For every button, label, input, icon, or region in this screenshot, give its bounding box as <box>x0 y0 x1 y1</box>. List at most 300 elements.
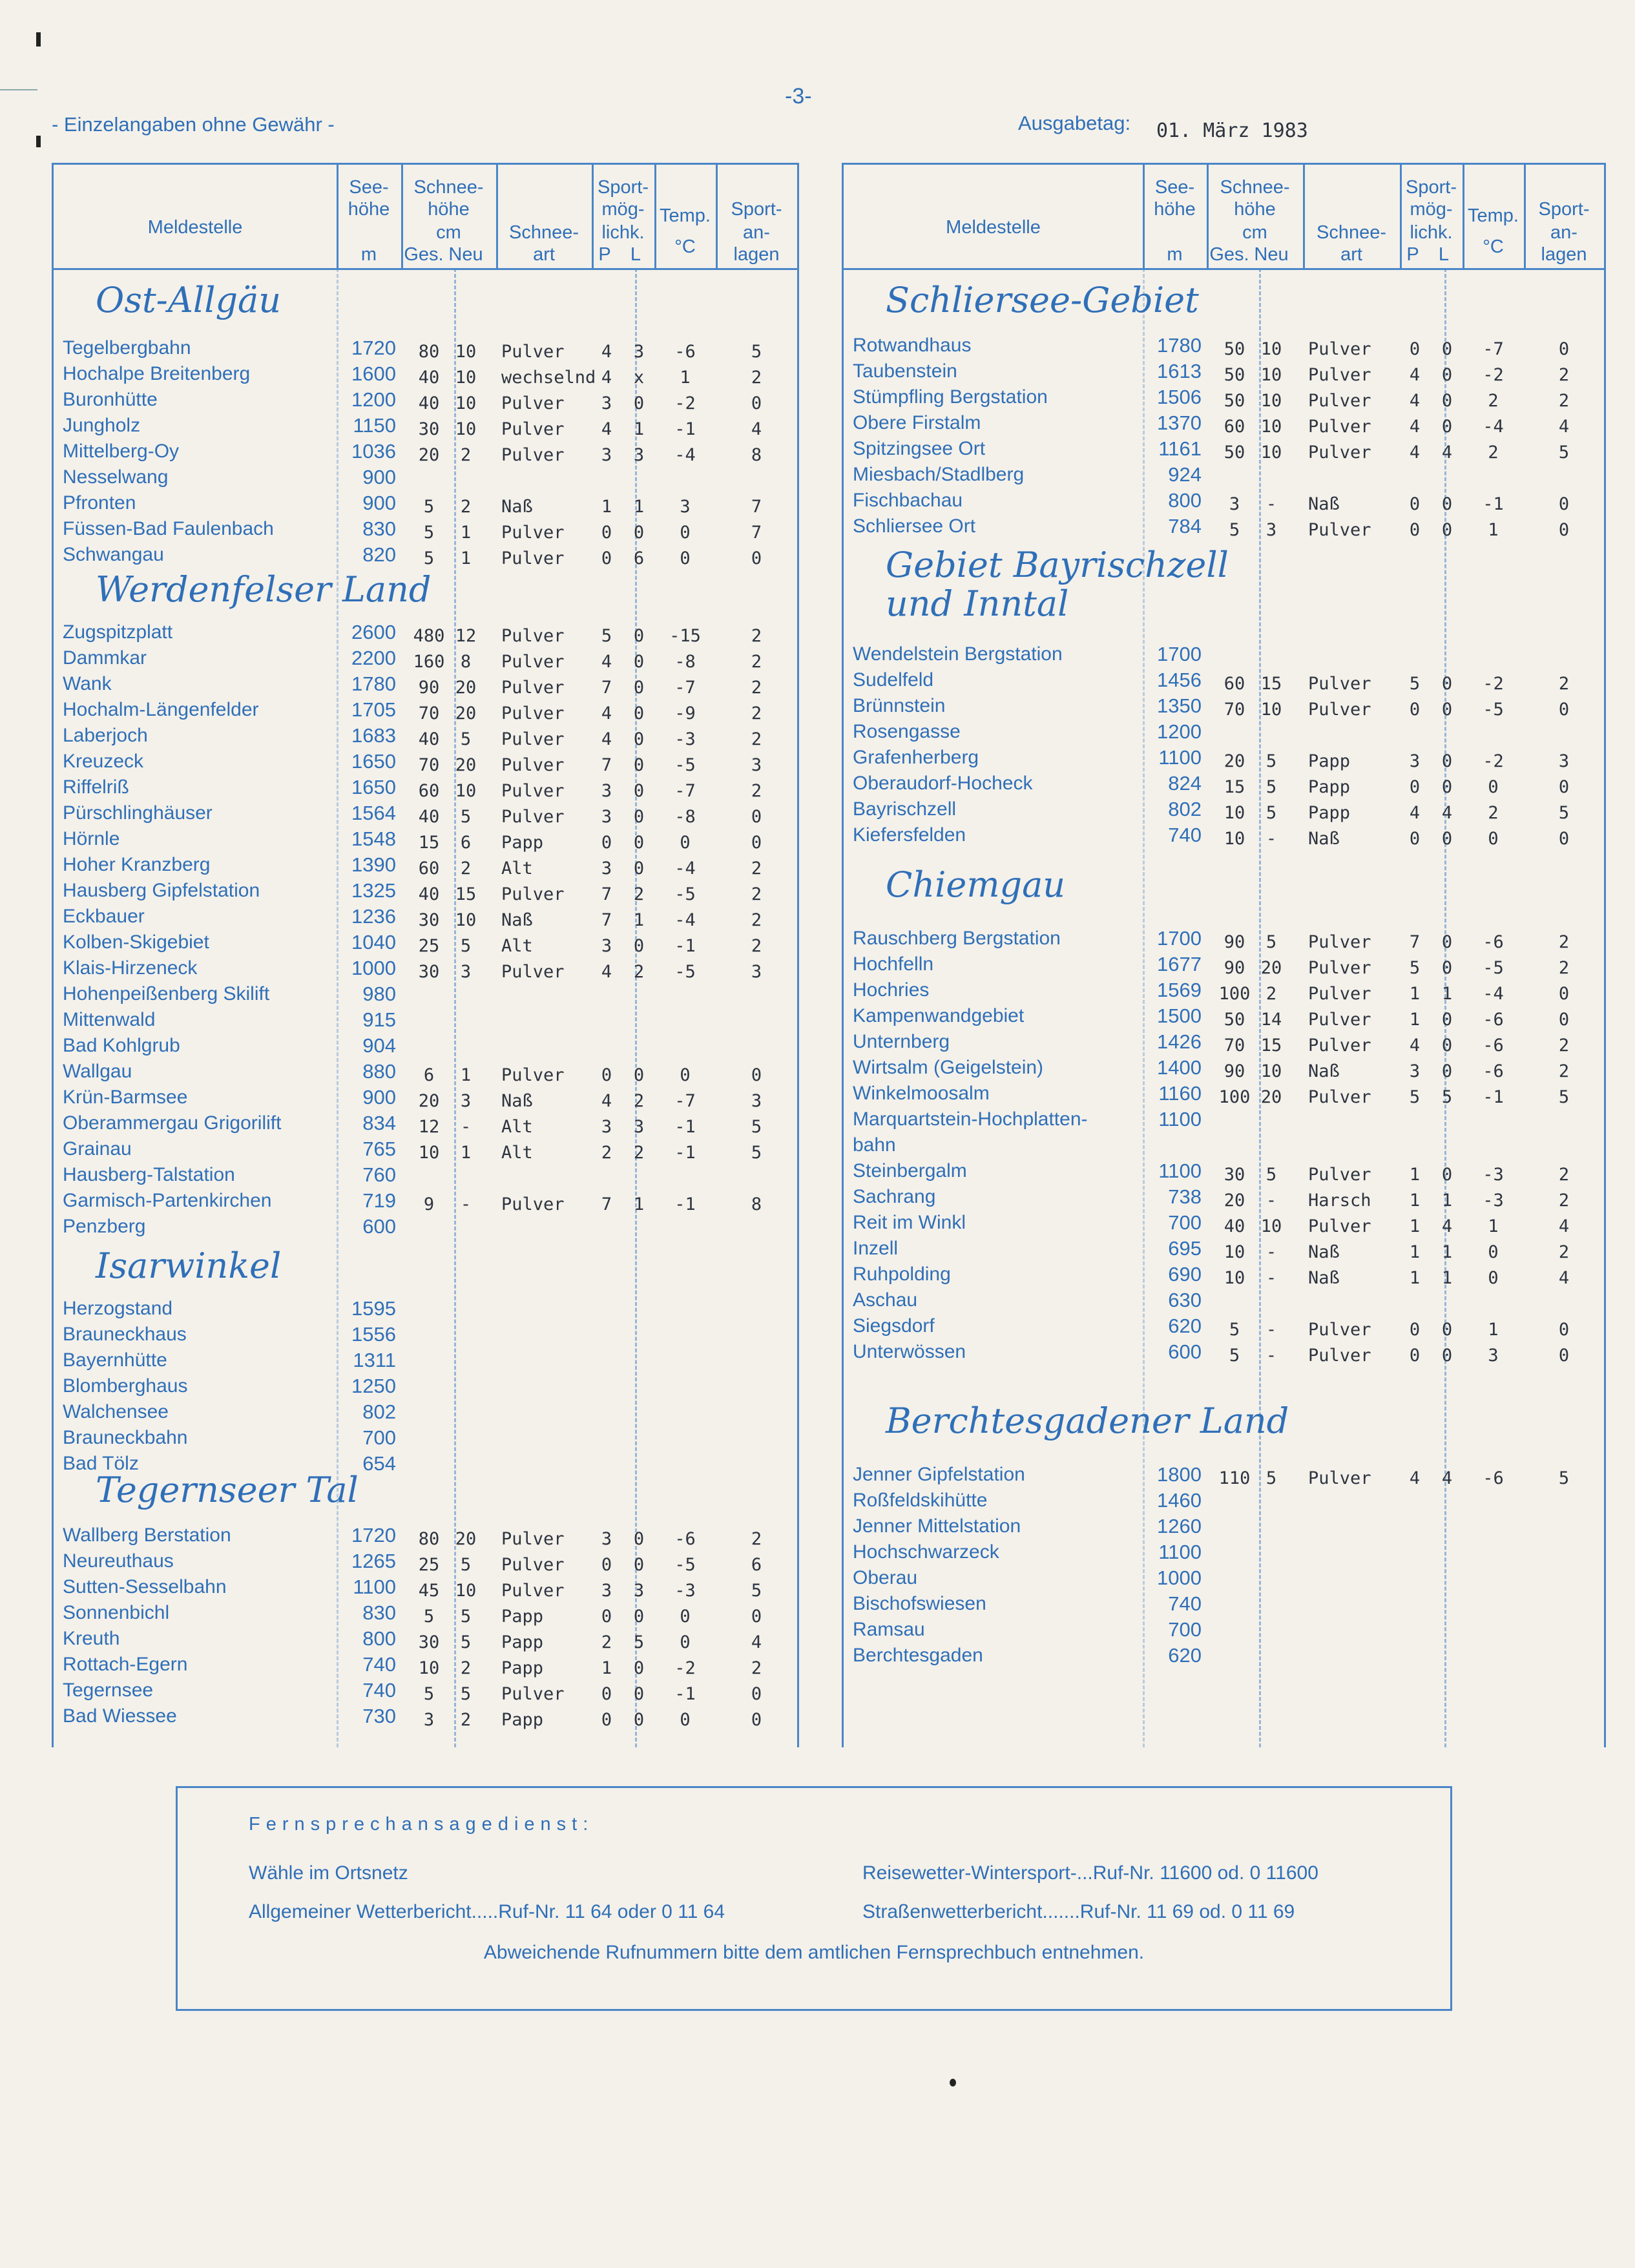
sport-facilities-value: 0 <box>1558 984 1570 1004</box>
elevation-value: 700 <box>1168 1618 1202 1641</box>
station-name: Hochalpe Breitenberg <box>63 363 251 384</box>
station-name: Sachrang <box>853 1186 936 1207</box>
station-name: Walchensee <box>63 1401 169 1422</box>
temperature-value: -5 <box>1483 958 1504 978</box>
temperature-value: -8 <box>674 652 696 672</box>
sport-l-value: 2 <box>633 884 645 904</box>
elevation-value: 904 <box>362 1034 396 1057</box>
station-name: Spitzingsee Ort <box>853 438 986 459</box>
elevation-value: 802 <box>362 1400 396 1423</box>
snow-new-value: 14 <box>1260 1010 1282 1030</box>
snow-new-value: 10 <box>1260 365 1282 385</box>
temperature-value: -1 <box>1483 1087 1504 1107</box>
station-name: Riffelriß <box>63 776 129 798</box>
elevation-value: 830 <box>362 517 396 540</box>
snow-total-value: 20 <box>1224 751 1245 771</box>
sport-l-value: 0 <box>633 626 645 646</box>
snow-total-value: 10 <box>1224 829 1245 849</box>
elevation-value: 654 <box>362 1452 396 1475</box>
sport-p-value: 3 <box>601 1529 612 1549</box>
snow-type-value: Pulver <box>1308 1087 1371 1107</box>
sport-p-value: 1 <box>1409 1242 1421 1262</box>
elevation-value: 695 <box>1168 1237 1202 1260</box>
station-name: Rauschberg Bergstation <box>853 928 1061 949</box>
sport-l-value: 0 <box>633 523 645 543</box>
elevation-value: 1650 <box>351 776 396 798</box>
sport-facilities-value: 0 <box>1558 520 1570 540</box>
snow-new-value: 10 <box>455 419 477 439</box>
sport-l-value: 0 <box>633 393 645 413</box>
sport-l-value: 0 <box>1441 520 1453 540</box>
station-name: Neureuthaus <box>63 1550 174 1572</box>
elevation-value: 700 <box>1168 1211 1202 1234</box>
sport-l-value: 0 <box>1441 751 1453 771</box>
margin-line <box>0 89 37 90</box>
column-rule <box>454 268 456 1747</box>
sport-p-value: 3 <box>601 445 612 465</box>
station-name: Blomberghaus <box>63 1375 188 1397</box>
sport-facilities-value: 2 <box>751 729 762 749</box>
snow-type-value: Alt <box>501 936 533 956</box>
snow-new-value: 20 <box>455 1529 477 1549</box>
station-name: Inzell <box>853 1238 899 1259</box>
column-header: an- <box>743 222 770 243</box>
snow-total-value: 3 <box>423 1710 435 1730</box>
sport-facilities-value: 2 <box>1558 1061 1570 1081</box>
phone-winter-sports: Reisewetter-Wintersport-...Ruf-Nr. 11600 od. 0 11600 <box>862 1862 1318 1884</box>
snow-new-value: 5 <box>1265 751 1277 771</box>
station-name: Klais-Hirzeneck <box>63 957 198 979</box>
station-name: Taubenstein <box>853 360 957 382</box>
sport-l-value: 0 <box>633 1658 645 1678</box>
column-header: art <box>533 244 555 265</box>
temperature-value: -1 <box>674 1143 696 1163</box>
left-report-table <box>52 163 799 1747</box>
snow-total-value: 20 <box>418 1091 440 1111</box>
station-name: bahn <box>853 1134 896 1156</box>
snow-type-value: Pulver <box>501 1684 565 1704</box>
column-header: °C <box>674 236 696 257</box>
sport-l-value: 1 <box>633 497 645 517</box>
snow-new-value: 3 <box>460 962 472 982</box>
snow-type-value: Pulver <box>501 962 565 982</box>
region-title: Gebiet Bayrischzell und Inntal <box>886 545 1229 624</box>
snow-total-value: 15 <box>418 833 440 853</box>
temperature-value: -1 <box>674 419 696 439</box>
station-name: Stümpfling Bergstation <box>853 386 1048 408</box>
snow-new-value: 3 <box>1265 520 1277 540</box>
sport-l-value: 0 <box>1441 365 1453 385</box>
snow-total-value: 20 <box>1224 1191 1245 1211</box>
temperature-value: -6 <box>1483 1468 1504 1488</box>
station-name: Aschau <box>853 1289 918 1311</box>
snow-type-value: Papp <box>501 1632 544 1652</box>
column-header: an- <box>1550 222 1578 243</box>
sport-facilities-value: 2 <box>1558 932 1570 952</box>
snow-new-value: - <box>460 1194 472 1214</box>
sport-p-value: 4 <box>601 368 612 388</box>
sport-p-value: 0 <box>601 1684 612 1704</box>
station-name: Hochalm-Längenfelder <box>63 699 259 720</box>
station-name: Ruhpolding <box>853 1264 951 1285</box>
elevation-value: 2600 <box>351 621 396 643</box>
station-name: Garmisch-Partenkirchen <box>63 1190 272 1211</box>
sport-l-value: 1 <box>633 910 645 930</box>
temperature-value: 0 <box>680 523 691 543</box>
snow-type-value: Pulver <box>1308 442 1371 463</box>
column-header: Meldestelle <box>147 217 243 238</box>
column-header: Sport- <box>1538 199 1590 220</box>
snow-total-value: 5 <box>423 1607 435 1627</box>
snow-new-value: 1 <box>460 1143 472 1163</box>
sport-l-value: 0 <box>633 807 645 827</box>
temperature-value: -7 <box>1483 339 1504 359</box>
snow-new-value: - <box>1265 1320 1277 1340</box>
sport-l-value: 0 <box>1441 932 1453 952</box>
sport-facilities-value: 4 <box>751 419 762 439</box>
snow-type-value: Alt <box>501 858 533 879</box>
snow-total-value: 45 <box>418 1581 440 1601</box>
station-name: Laberjoch <box>63 725 148 746</box>
sport-facilities-value: 5 <box>751 1117 762 1137</box>
snow-total-value: 5 <box>1229 520 1240 540</box>
temperature-value: -2 <box>674 1658 696 1678</box>
sport-l-value: 4 <box>1441 803 1453 823</box>
sport-p-value: 5 <box>601 626 612 646</box>
sport-p-value: 0 <box>1409 1320 1421 1340</box>
column-rule <box>635 268 637 1747</box>
elevation-value: 1500 <box>1157 1004 1202 1027</box>
temperature-value: -3 <box>674 1581 696 1601</box>
snow-type-value: Naß <box>501 910 533 930</box>
temperature-value: -6 <box>1483 1010 1504 1030</box>
snow-type-value: Pulver <box>501 1529 565 1549</box>
station-name: Jungholz <box>63 415 141 436</box>
column-rule <box>1259 268 1261 1747</box>
temperature-value: 2 <box>1488 442 1499 463</box>
snow-new-value: - <box>1265 1346 1277 1366</box>
sport-l-value: 1 <box>1441 1191 1453 1211</box>
temperature-value: 0 <box>680 833 691 853</box>
station-name: Krün-Barmsee <box>63 1087 188 1108</box>
elevation-value: 738 <box>1168 1185 1202 1208</box>
station-name: Nesselwang <box>63 466 169 488</box>
snow-total-value: 10 <box>418 1143 440 1163</box>
station-name: Jenner Gipfelstation <box>853 1464 1025 1485</box>
snow-new-value: 2 <box>460 858 472 879</box>
snow-total-value: 40 <box>1224 1216 1245 1236</box>
sport-facilities-value: 0 <box>751 1684 762 1704</box>
column-rule <box>1444 268 1446 1747</box>
sport-facilities-value: 3 <box>1558 751 1570 771</box>
sport-l-value: 0 <box>1441 1010 1453 1030</box>
elevation-value: 1780 <box>1157 334 1202 357</box>
snow-type-value: Pulver <box>1308 1010 1371 1030</box>
station-name: Sutten-Sesselbahn <box>63 1576 227 1597</box>
snow-new-value: 10 <box>1260 700 1282 720</box>
ink-dot <box>950 2079 956 2086</box>
temperature-value: 0 <box>680 1710 691 1730</box>
region-title: Chiemgau <box>886 864 1066 905</box>
sport-p-value: 1 <box>1409 1268 1421 1288</box>
sport-l-value: 0 <box>1441 958 1453 978</box>
snow-new-value: 1 <box>460 548 472 568</box>
sport-l-value: x <box>633 368 645 388</box>
snow-new-value: - <box>1265 494 1277 514</box>
sport-facilities-value: 5 <box>751 342 762 362</box>
snow-total-value: 50 <box>1224 391 1245 411</box>
elevation-value: 1160 <box>1158 1082 1202 1105</box>
sport-l-value: 0 <box>633 729 645 749</box>
elevation-value: 1000 <box>1157 1566 1202 1589</box>
snow-type-value: Pulver <box>501 884 565 904</box>
station-name: Reit im Winkl <box>853 1212 966 1233</box>
sport-p-value: 2 <box>601 1632 612 1652</box>
station-name: Kreuth <box>63 1628 120 1649</box>
snow-total-value: 9 <box>423 1194 435 1214</box>
sport-facilities-value: 6 <box>751 1555 762 1575</box>
temperature-value: 1 <box>1488 520 1499 540</box>
elevation-value: 1720 <box>351 337 396 359</box>
sport-p-value: 1 <box>1409 984 1421 1004</box>
snow-type-value: Naß <box>1308 1061 1340 1081</box>
elevation-value: 1236 <box>351 905 396 928</box>
margin-mark <box>36 136 41 147</box>
sport-facilities-value: 8 <box>751 1194 762 1214</box>
snow-new-value: 20 <box>455 755 477 775</box>
elevation-value: 802 <box>1168 798 1202 820</box>
snow-total-value: 10 <box>1224 1268 1245 1288</box>
column-header: L <box>1438 244 1450 265</box>
sport-l-value: 0 <box>633 1710 645 1730</box>
elevation-value: 690 <box>1168 1263 1202 1285</box>
sport-facilities-value: 7 <box>751 523 762 543</box>
column-header: lagen <box>733 244 780 265</box>
sport-l-value: 1 <box>1441 1268 1453 1288</box>
snow-total-value: 25 <box>418 1555 440 1575</box>
snow-new-value: - <box>1265 829 1277 849</box>
snow-total-value: 10 <box>418 1658 440 1678</box>
station-name: Pürschlinghäuser <box>63 802 213 824</box>
sport-p-value: 0 <box>1409 777 1421 797</box>
column-header: Schnee- <box>1316 222 1386 243</box>
station-name: Eckbauer <box>63 906 145 927</box>
sport-l-value: 0 <box>1441 1320 1453 1340</box>
disclaimer: - Einzelangaben ohne Gewähr - <box>52 113 335 136</box>
sport-facilities-value: 4 <box>1558 417 1570 437</box>
station-name: Brauneckhaus <box>63 1324 187 1345</box>
station-name: Mittelberg-Oy <box>63 441 180 462</box>
station-name: Bayrischzell <box>853 798 957 820</box>
sport-p-value: 3 <box>601 393 612 413</box>
sport-l-value: 0 <box>633 703 645 723</box>
station-name: Bad Wiessee <box>63 1705 177 1727</box>
sport-facilities-value: 2 <box>751 652 762 672</box>
snow-new-value: 5 <box>1265 1165 1277 1185</box>
page-number: -3- <box>785 84 812 109</box>
elevation-value: 1683 <box>351 724 396 747</box>
elevation-value: 1569 <box>1157 979 1202 1001</box>
sport-l-value: 6 <box>633 548 645 568</box>
snow-new-value: 10 <box>1260 339 1282 359</box>
phone-service-title: Fernsprechansagedienst: <box>249 1814 594 1835</box>
column-header: art <box>1340 244 1362 265</box>
sport-l-value: 0 <box>633 1555 645 1575</box>
temperature-value: -9 <box>674 703 696 723</box>
sport-p-value: 4 <box>1409 365 1421 385</box>
sport-facilities-value: 0 <box>1558 829 1570 849</box>
temperature-value: -4 <box>674 910 696 930</box>
station-name: Tegelbergbahn <box>63 337 191 359</box>
sport-p-value: 0 <box>1409 494 1421 514</box>
station-name: Wank <box>63 673 112 694</box>
station-name: Berchtesgaden <box>853 1645 983 1666</box>
sport-l-value: 0 <box>633 858 645 879</box>
snow-type-value: Naß <box>1308 494 1340 514</box>
elevation-value: 600 <box>1168 1340 1202 1363</box>
sport-p-value: 4 <box>1409 1468 1421 1488</box>
elevation-value: 1150 <box>353 414 396 437</box>
elevation-value: 620 <box>1168 1315 1202 1337</box>
sport-facilities-value: 0 <box>751 548 762 568</box>
snow-type-value: Pulver <box>501 781 565 801</box>
sport-facilities-value: 3 <box>751 755 762 775</box>
elevation-value: 1325 <box>351 879 396 902</box>
temperature-value: -5 <box>674 962 696 982</box>
sport-p-value: 7 <box>601 910 612 930</box>
elevation-value: 1456 <box>1157 669 1202 691</box>
elevation-value: 1260 <box>1157 1515 1202 1537</box>
sport-facilities-value: 0 <box>751 393 762 413</box>
sport-p-value: 4 <box>601 703 612 723</box>
snow-type-value: Pulver <box>501 807 565 827</box>
sport-p-value: 1 <box>601 497 612 517</box>
snow-new-value: 10 <box>1260 1061 1282 1081</box>
sport-l-value: 1 <box>1441 1242 1453 1262</box>
snow-total-value: 40 <box>418 368 440 388</box>
sport-p-value: 4 <box>601 652 612 672</box>
sport-facilities-value: 2 <box>1558 365 1570 385</box>
station-name: Miesbach/Stadlberg <box>853 464 1025 485</box>
sport-p-value: 3 <box>601 858 612 879</box>
sport-l-value: 0 <box>1441 700 1453 720</box>
elevation-value: 1613 <box>1157 360 1202 382</box>
station-name: Dammkar <box>63 647 147 669</box>
sport-p-value: 0 <box>1409 520 1421 540</box>
station-name: Pfronten <box>63 492 136 514</box>
snow-total-value: 30 <box>418 419 440 439</box>
sport-l-value: 2 <box>633 962 645 982</box>
elevation-value: 1100 <box>1158 1541 1202 1563</box>
sport-p-value: 0 <box>601 1607 612 1627</box>
elevation-value: 820 <box>362 543 396 566</box>
snow-new-value: 10 <box>1260 442 1282 463</box>
temperature-value: -1 <box>674 1117 696 1137</box>
temperature-value: -1 <box>674 1684 696 1704</box>
sport-facilities-value: 0 <box>1558 777 1570 797</box>
column-header: höhe <box>428 199 470 220</box>
snow-total-value: 70 <box>1224 700 1245 720</box>
sport-facilities-value: 4 <box>1558 1268 1570 1288</box>
snow-new-value: 2 <box>1265 984 1277 1004</box>
snow-total-value: 40 <box>418 884 440 904</box>
snow-type-value: wechselnd <box>501 368 596 388</box>
snow-type-value: Pulver <box>501 445 565 465</box>
snow-total-value: 100 <box>1218 984 1251 1004</box>
column-header: m <box>360 244 377 265</box>
snow-total-value: 40 <box>418 807 440 827</box>
temperature-value: -5 <box>1483 700 1504 720</box>
sport-l-value: 0 <box>633 833 645 853</box>
column-header: m <box>1167 244 1183 265</box>
elevation-value: 824 <box>1168 772 1202 795</box>
snow-new-value: 5 <box>460 1607 472 1627</box>
elevation-value: 900 <box>362 466 396 488</box>
column-header: lichk. <box>601 222 645 243</box>
sport-l-value: 0 <box>633 936 645 956</box>
sport-p-value: 3 <box>601 936 612 956</box>
snow-new-value: 10 <box>455 1581 477 1601</box>
snow-total-value: 90 <box>418 678 440 698</box>
sport-facilities-value: 2 <box>751 781 762 801</box>
snow-total-value: 70 <box>1224 1035 1245 1056</box>
snow-total-value: 5 <box>423 523 435 543</box>
column-header: höhe <box>1154 199 1196 220</box>
temperature-value: -3 <box>1483 1191 1504 1211</box>
snow-total-value: 60 <box>418 781 440 801</box>
sport-p-value: 1 <box>1409 1216 1421 1236</box>
snow-new-value: 12 <box>455 626 477 646</box>
snow-type-value: Naß <box>501 1091 533 1111</box>
region-title: Isarwinkel <box>96 1245 282 1286</box>
snow-new-value: 2 <box>460 1710 472 1730</box>
sport-facilities-value: 2 <box>751 626 762 646</box>
sport-facilities-value: 4 <box>751 1632 762 1652</box>
sport-p-value: 4 <box>601 729 612 749</box>
elevation-value: 1350 <box>1157 694 1202 717</box>
sport-l-value: 3 <box>633 1581 645 1601</box>
snow-type-value: Pulver <box>1308 520 1371 540</box>
elevation-value: 1700 <box>1157 643 1202 665</box>
snow-type-value: Naß <box>1308 829 1340 849</box>
elevation-value: 900 <box>362 1086 396 1108</box>
snow-new-value: 2 <box>460 497 472 517</box>
temperature-value: -6 <box>674 342 696 362</box>
snow-total-value: 480 <box>413 626 445 646</box>
snow-total-value: 90 <box>1224 1061 1245 1081</box>
elevation-value: 1720 <box>351 1524 396 1546</box>
temperature-value: -3 <box>1483 1165 1504 1185</box>
sport-l-value: 0 <box>1441 494 1453 514</box>
snow-total-value: 70 <box>418 755 440 775</box>
snow-new-value: 2 <box>460 445 472 465</box>
station-name: Kampenwandgebiet <box>853 1005 1025 1026</box>
snow-new-value: 5 <box>460 729 472 749</box>
sport-p-value: 5 <box>1409 1087 1421 1107</box>
elevation-value: 2200 <box>351 647 396 669</box>
sport-p-value: 4 <box>1409 1035 1421 1056</box>
column-header: lichk. <box>1410 222 1453 243</box>
sport-facilities-value: 2 <box>1558 1035 1570 1056</box>
snow-type-value: Pulver <box>501 652 565 672</box>
sport-facilities-value: 5 <box>1558 1087 1570 1107</box>
temperature-value: 2 <box>1488 803 1499 823</box>
station-name: Wallberg Berstation <box>63 1524 231 1546</box>
column-header: Schnee- <box>1220 177 1290 198</box>
column-header: Ges. <box>1209 244 1249 265</box>
column-header: Sport- <box>731 199 782 220</box>
sport-facilities-value: 2 <box>751 368 762 388</box>
